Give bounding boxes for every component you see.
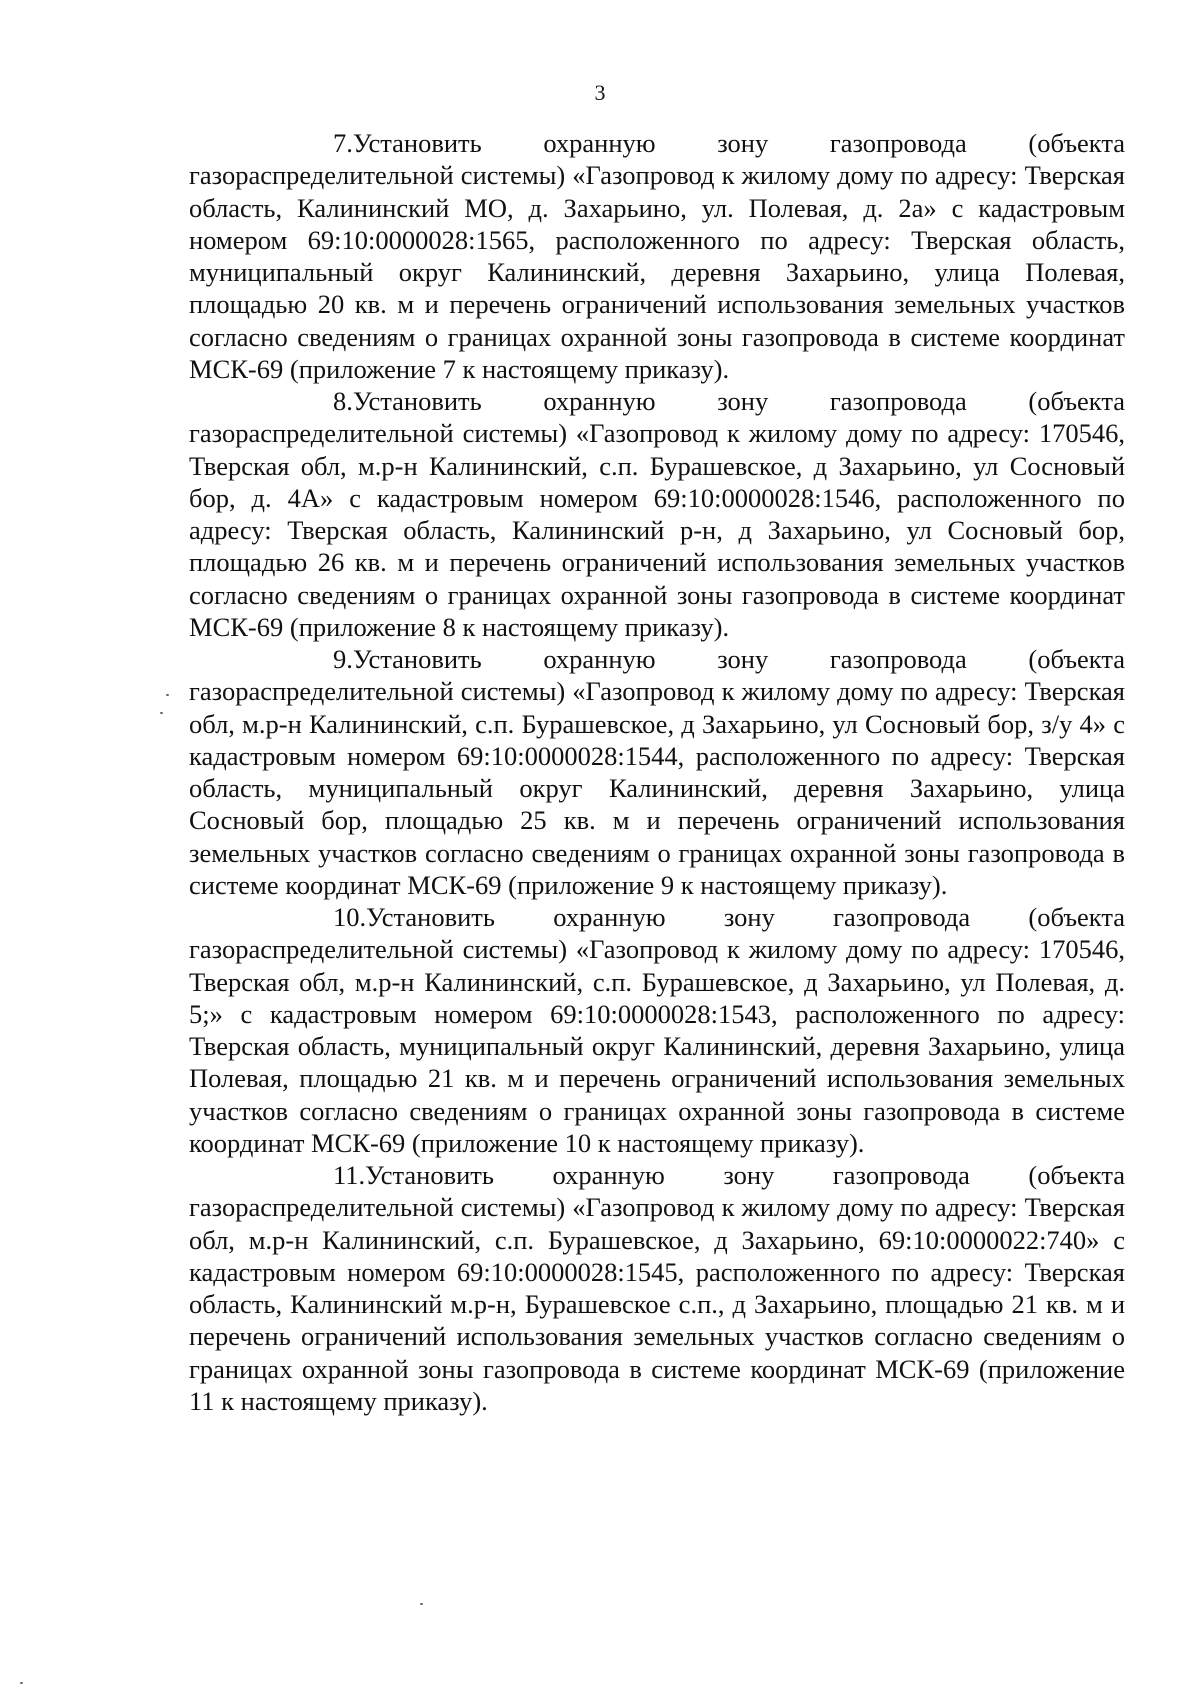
document-body [189, 127, 1125, 1417]
clause-7 [189, 127, 1125, 385]
clause-text: Установить охранную зону газопровода (объекта газораспределительной системы) «Газопровод к жилому дому по адресу: Тверская обл, м.р-н Калининский, с.п. Бурашевское, д Захарьино, ул Сосновый бор, з/у 4» с кадастровым номером 69:10:0000028:1544, расположенного по адресу: Тверская область, муниципальный округ Калининский, деревня Захарьино, улица Сосновый бор, площадью 25 кв. м и перечень ограничений использования земельных участков согласно сведениям о границах охранной зоны газопровода в системе координат МСК-69 (приложение 9 к настоящему приказу). [189, 644, 1125, 900]
scan-speck [160, 712, 163, 714]
scan-speck [420, 1603, 423, 1605]
clause-text: Установить охранную зону газопровода (объекта газораспределительной системы) «Газопровод к жилому дому по адресу: Тверская область, Калининский МО, д. Захарьино, ул. Полевая, д. 2а» с кадастровым номером 69:10:0000028:1565, расположенного по адресу: Тверская область, муниципальный округ Калининский, деревня Захарьино, улица Полевая, площадью 20 кв. м и перечень ограничений использования земельных участков согласно сведениям о границах охранной зоны газопровода в системе координат МСК-69 (приложение 7 к настоящему приказу). [189, 128, 1125, 384]
clause-number: 9. [333, 644, 353, 674]
clause-text: Установить охранную зону газопровода (объекта газораспределительной системы) «Газопровод к жилому дому по адресу: 170546, Тверская обл, м.р-н Калининский, с.п. Бурашевское, д Захарьино, ул Полевая, д. 5;» с кадастровым номером 69:10:0000028:1543, расположенного по адресу: Тверская область, муниципальный округ Калининский, деревня Захарьино, улица Полевая, площадью 21 кв. м и перечень ограничений использования земельных участков согласно сведениям о границах охранной зоны газопровода в системе координат МСК-69 (приложение 10 к настоящему приказу). [189, 902, 1125, 1158]
clause-text: Установить охранную зону газопровода (объекта газораспределительной системы) «Газопровод к жилому дому по адресу: 170546, Тверская обл, м.р-н Калининский, с.п. Бурашевское, д Захарьино, ул Сосновый бор, д. 4А» с кадастровым номером 69:10:0000028:1546, расположенного по адресу: Тверская область, Калининский р-н, д Захарьино, ул Сосновый бор, площадью 26 кв. м и перечень ограничений использования земельных участков согласно сведениям о границах охранной зоны газопровода в системе координат МСК-69 (приложение 8 к настоящему приказу). [189, 386, 1125, 642]
scan-speck [20, 1682, 23, 1684]
clause-number: 11. [333, 1160, 366, 1190]
clause-9 [189, 643, 1125, 901]
clause-number: 8. [333, 386, 353, 416]
clause-8 [189, 385, 1125, 643]
clause-text: Установить охранную зону газопровода (объекта газораспределительной системы) «Газопровод к жилому дому по адресу: Тверская обл, м.р-н Калининский, с.п. Бурашевское, д Захарьино, 69:10:0000022:740» с кадастровым номером 69:10:0000028:1545, расположенного по адресу: Тверская область, Калининский м.р-н, Бурашевское с.п., д Захарьино, площадью 21 кв. м и перечень ограничений использования земельных участков согласно сведениям о границах охранной зоны газопровода в системе координат МСК-69 (приложение 11 к настоящему приказу). [189, 1160, 1125, 1416]
page-number: 3 [594, 80, 606, 105]
clause-10 [189, 901, 1125, 1159]
clause-number: 10. [333, 902, 367, 932]
clause-11 [189, 1159, 1125, 1417]
clause-number: 7. [333, 128, 353, 158]
scan-speck [166, 694, 169, 696]
